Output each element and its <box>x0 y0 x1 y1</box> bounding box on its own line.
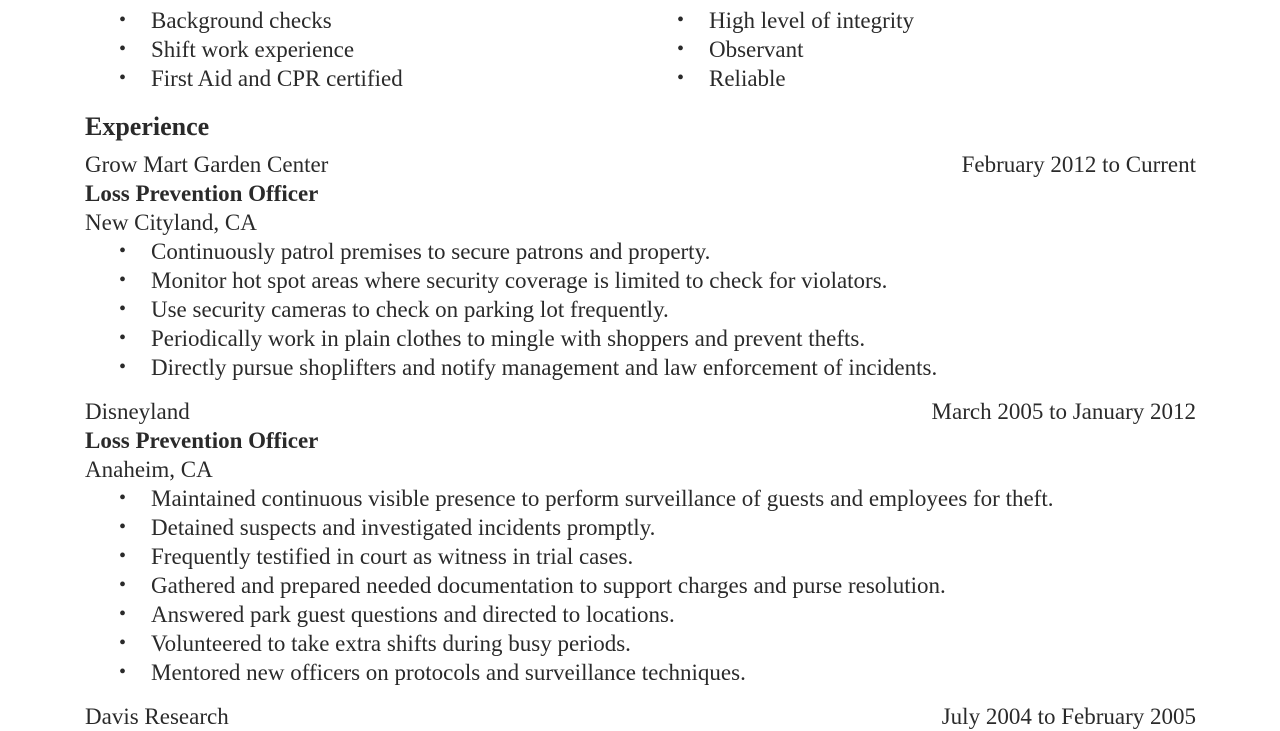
skill-text: Shift work experience <box>151 37 355 62</box>
job-dates: March 2005 to January 2012 <box>931 399 1196 424</box>
duty-text: Gathered and prepared needed documentation to support charges and purse resolution. <box>151 573 946 598</box>
duty-text: Frequently testified in court as witness in trial cases. <box>151 544 634 569</box>
skill-text: Observant <box>709 37 804 62</box>
skill-text: First Aid and CPR certified <box>151 66 403 91</box>
skill-item <box>85 35 605 64</box>
bullet-icon: • <box>119 298 127 320</box>
skills-list-right <box>643 6 1203 93</box>
job-header <box>85 397 1196 426</box>
skill-item <box>643 64 1203 93</box>
bullet-icon: • <box>119 603 127 625</box>
duty-text: Maintained continuous visible presence to perform surveillance of guests and employees for theft. <box>151 486 1054 511</box>
job-company: Grow Mart Garden Center <box>85 152 329 177</box>
duty-text: Mentored new officers on protocols and surveillance techniques. <box>151 660 746 685</box>
bullet-icon: • <box>119 545 127 567</box>
job-dates: July 2004 to February 2005 <box>941 704 1196 729</box>
bullet-icon: • <box>677 67 685 89</box>
duty-item <box>85 484 1196 513</box>
duty-text: Volunteered to take extra shifts during busy periods. <box>151 631 631 656</box>
duty-item <box>85 237 1196 266</box>
duty-text: Use security cameras to check on parking lot frequently. <box>151 297 669 322</box>
duty-item <box>85 629 1196 658</box>
bullet-icon: • <box>119 516 127 538</box>
duty-item <box>85 542 1196 571</box>
skill-item <box>643 6 1203 35</box>
bullet-icon: • <box>119 9 127 31</box>
bullet-icon: • <box>119 356 127 378</box>
duty-text: Periodically work in plain clothes to mingle with shoppers and prevent thefts. <box>151 326 866 351</box>
job-entry <box>85 702 1196 731</box>
duty-item <box>85 571 1196 600</box>
duty-text: Monitor hot spot areas where security coverage is limited to check for violators. <box>151 268 888 293</box>
bullet-icon: • <box>119 269 127 291</box>
skill-text: Background checks <box>151 8 332 33</box>
skill-item <box>643 35 1203 64</box>
duty-text: Detained suspects and investigated incidents promptly. <box>151 515 656 540</box>
duty-item <box>85 353 1196 382</box>
job-dates: February 2012 to Current <box>961 152 1196 177</box>
duty-item <box>85 266 1196 295</box>
duty-item <box>85 295 1196 324</box>
bullet-icon: • <box>119 661 127 683</box>
duty-text: Answered park guest questions and directed to locations. <box>151 602 675 627</box>
job-title: Loss Prevention Officer <box>85 428 319 453</box>
duty-text: Continuously patrol premises to secure patrons and property. <box>151 239 711 264</box>
duty-item <box>85 324 1196 353</box>
job-company: Davis Research <box>85 704 229 729</box>
experience-heading: Experience <box>85 112 210 141</box>
job-title: Loss Prevention Officer <box>85 181 319 206</box>
duty-item <box>85 658 1196 687</box>
bullet-icon: • <box>677 38 685 60</box>
job-entry <box>85 150 1196 382</box>
bullet-icon: • <box>119 38 127 60</box>
job-entry <box>85 397 1196 687</box>
job-duties-list <box>85 484 1196 687</box>
bullet-icon: • <box>119 574 127 596</box>
job-header <box>85 150 1196 179</box>
skill-text: Reliable <box>709 66 786 91</box>
job-duties-list <box>85 237 1196 382</box>
skill-text: High level of integrity <box>709 8 915 33</box>
bullet-icon: • <box>677 9 685 31</box>
skill-item <box>85 6 605 35</box>
duty-item <box>85 600 1196 629</box>
bullet-icon: • <box>119 67 127 89</box>
job-location: New Cityland, CA <box>85 210 257 235</box>
bullet-icon: • <box>119 240 127 262</box>
bullet-icon: • <box>119 487 127 509</box>
bullet-icon: • <box>119 632 127 654</box>
skills-list-left <box>85 6 605 93</box>
job-header <box>85 702 1196 731</box>
skill-item <box>85 64 605 93</box>
job-company: Disneyland <box>85 399 190 424</box>
job-location: Anaheim, CA <box>85 457 213 482</box>
duty-item <box>85 513 1196 542</box>
duty-text: Directly pursue shoplifters and notify management and law enforcement of incidents. <box>151 355 938 380</box>
bullet-icon: • <box>119 327 127 349</box>
